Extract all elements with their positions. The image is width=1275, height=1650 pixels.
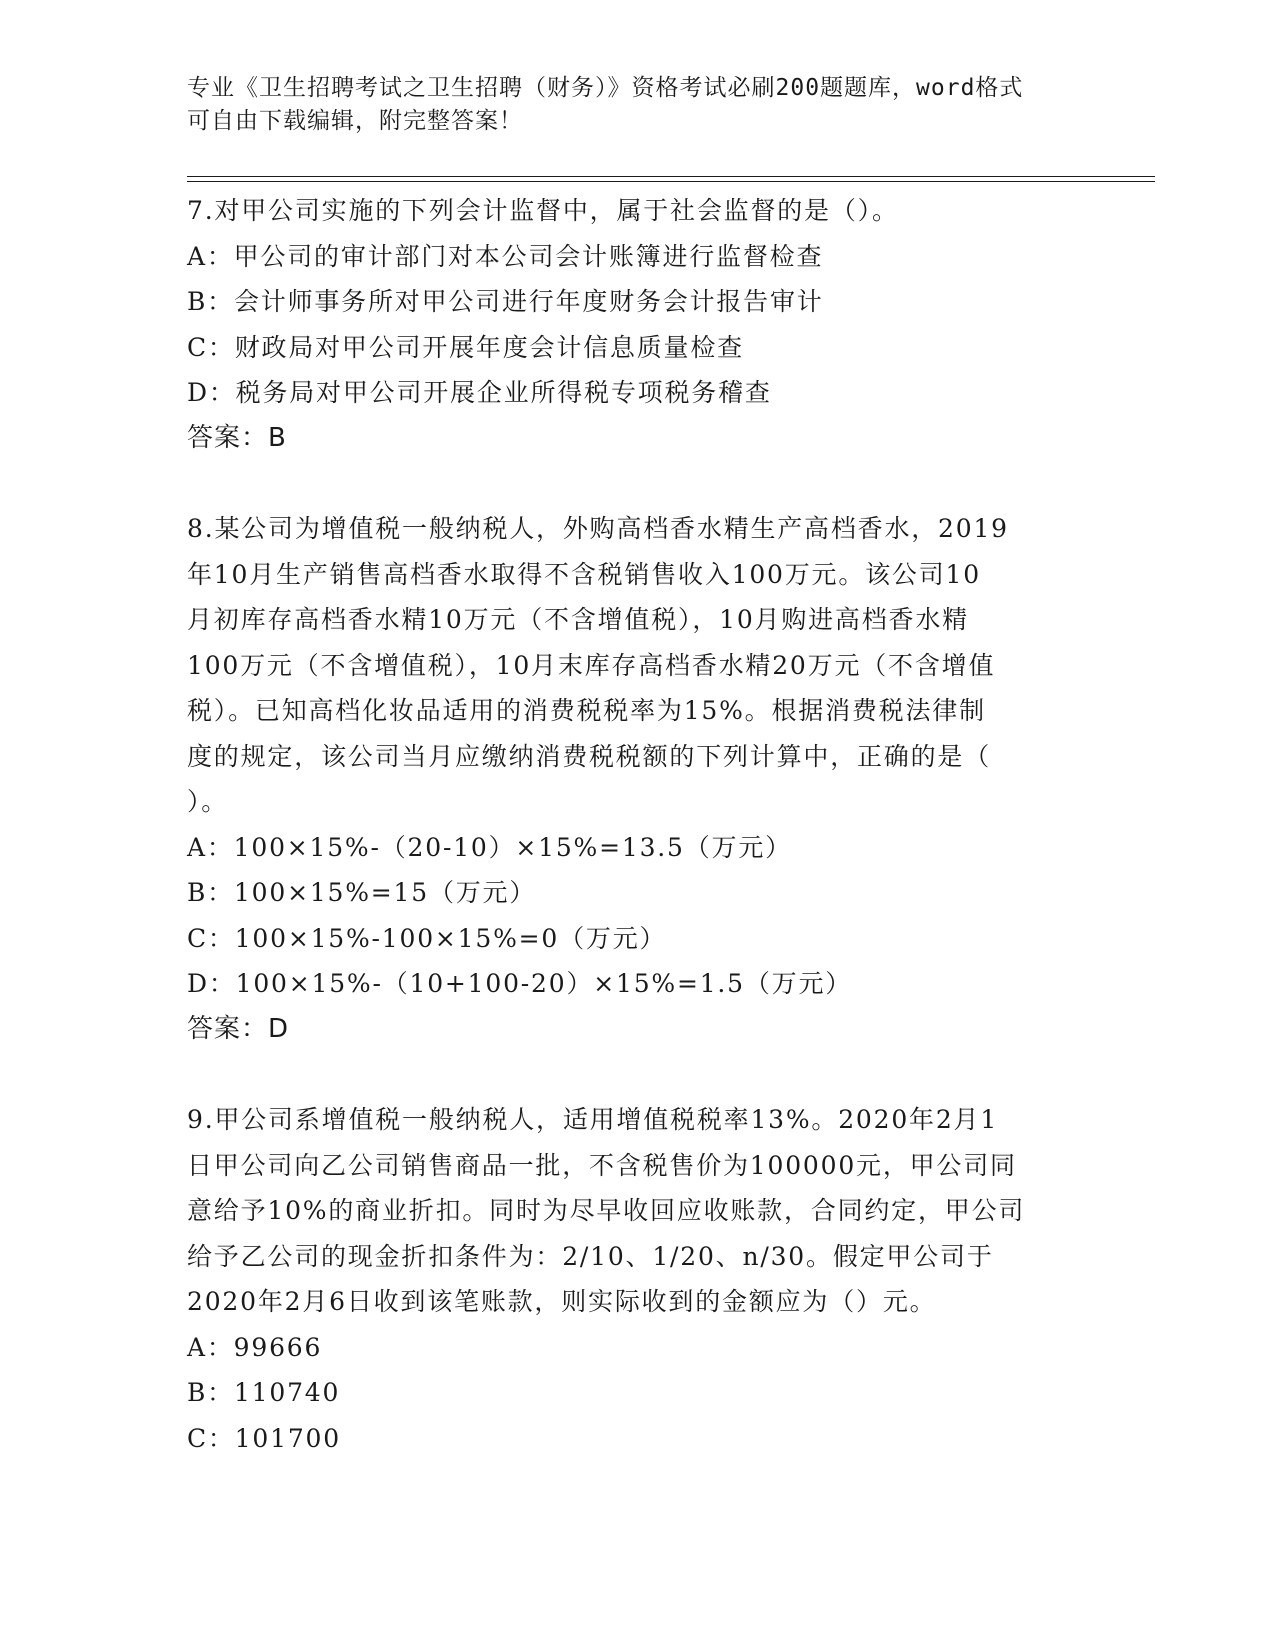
question-stem-line: 2020年2月6日收到该笔账款，则实际收到的金额应为（）元。 xyxy=(187,1287,937,1316)
header-line-1: 专业《卫生招聘考试之卫生招聘（财务）》资格考试必刷200题题库，word格式 xyxy=(187,75,1024,101)
option-b: B：会计师事务所对甲公司进行年度财务会计报告审计 xyxy=(187,287,824,316)
option-d: D：税务局对甲公司开展企业所得税专项税务稽查 xyxy=(187,378,772,407)
header-rule-bottom xyxy=(187,181,1155,182)
option-c: C：100×15%-100×15%=0（万元） xyxy=(187,923,667,953)
question-8 xyxy=(187,506,1087,1052)
option-a: A：100×15%-（20-10）×15%=13.5（万元） xyxy=(187,832,792,862)
header-line-2: 可自由下载编辑，附完整答案！ xyxy=(187,108,523,134)
question-stem-line: 9.甲公司系增值税一般纳税人，适用增值税税率13%。2020年2月1 xyxy=(187,1105,999,1134)
question-9 xyxy=(187,1097,1087,1461)
question-stem-line: 7.对甲公司实施的下列会计监督中，属于社会监督的是（）。 xyxy=(187,196,899,225)
answer-label: 答案：D xyxy=(187,1013,290,1044)
option-a: A：甲公司的审计部门对本公司会计账簿进行监督检查 xyxy=(187,241,824,271)
question-stem-line: 年10月生产销售高档香水取得不含税销售收入100万元。该公司10 xyxy=(187,559,981,589)
question-7 xyxy=(187,188,1087,461)
question-stem-line: 8.某公司为增值税一般纳税人，外购高档香水精生产高档香水，2019 xyxy=(187,514,1009,543)
question-stem-line: 度的规定，该公司当月应缴纳消费税税额的下列计算中，正确的是（ xyxy=(187,741,992,771)
option-c: C：101700 xyxy=(187,1423,341,1453)
question-stem-line: 100万元（不含增值税），10月末库存高档香水精20万元（不含增值 xyxy=(187,650,996,680)
question-stem-line: 日甲公司向乙公司销售商品一批，不含税售价为100000元，甲公司同 xyxy=(187,1150,1017,1180)
option-b: B：100×15%=15（万元） xyxy=(187,878,537,907)
question-stem-line: 给予乙公司的现金折扣条件为：2/10、1/20、n/30。假定甲公司于 xyxy=(187,1241,994,1271)
question-stem-line: 意给予10%的商业折扣。同时为尽早收回应收账款，合同约定，甲公司 xyxy=(187,1196,1026,1225)
option-d: D：100×15%-（10+100-20）×15%=1.5（万元） xyxy=(187,969,853,998)
question-spacer xyxy=(187,461,1087,506)
question-stem-line: 月初库存高档香水精10万元（不含增值税），10月购进高档香水精 xyxy=(187,605,969,634)
option-b: B：110740 xyxy=(187,1378,341,1407)
question-stem-line: ）。 xyxy=(187,787,229,816)
option-c: C：财政局对甲公司开展年度会计信息质量检查 xyxy=(187,332,744,362)
document-header xyxy=(187,72,1067,138)
question-stem-line: 税）。已知高档化妆品适用的消费税税率为15%。根据消费税法律制 xyxy=(187,696,986,725)
question-list xyxy=(187,188,1087,1461)
question-spacer xyxy=(187,1052,1087,1097)
header-rule-top xyxy=(187,176,1155,177)
answer-label: 答案：B xyxy=(187,422,287,453)
option-a: A：99666 xyxy=(187,1332,323,1362)
